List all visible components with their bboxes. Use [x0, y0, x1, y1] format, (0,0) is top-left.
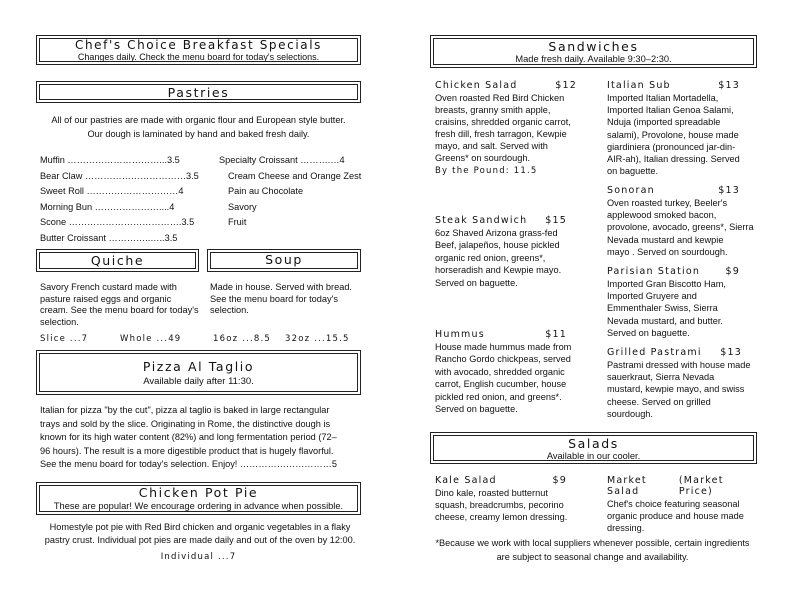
- pizza-title: Pizza Al Taglio: [142, 359, 255, 374]
- pastries-intro-line-1: All of our pastries are made with organic flour and European style butter.: [51, 115, 346, 125]
- pastries-intro: [36, 113, 361, 141]
- item-name: Chicken Salad: [435, 80, 518, 91]
- pot-pie-title: Chicken Pot Pie: [138, 485, 259, 500]
- pastry-item: Bear Claw ……………………………3.5: [40, 170, 199, 181]
- soup-header-box: [207, 249, 361, 272]
- salads-header-box: [430, 432, 757, 464]
- pastry-list-right: [219, 153, 364, 231]
- pot-pie-header-box: [36, 482, 361, 515]
- item-price: $13: [718, 80, 740, 91]
- item-name: Sonoran: [607, 185, 655, 196]
- item-price: $12: [555, 80, 577, 91]
- pizza-price: 5: [331, 459, 337, 470]
- pizza-description: Italian for pizza "by the cut", pizza al taglio is baked in large rectangular trays and sold by the slice. Originating in Rome, the distinctive dough is known for its high water content (82%) and long fermentation period (72– 96 hours). The result is a more digestible product that is hugely flavorful. See the menu board for today's selection. Enjoy! …………………………5: [40, 404, 370, 472]
- footnote: *Because we work with local suppliers whenever possible, certain ingredients are subject to seasonal change and availability.: [435, 538, 750, 562]
- item-price: $13: [718, 185, 740, 196]
- by-the-pound: By the Pound: 11.5: [435, 166, 538, 176]
- pastries-intro-line-2: Our dough is laminated by hand and baked fresh daily.: [87, 129, 310, 139]
- sandwiches-subtitle: Made fresh daily. Available 9:30–2:30.: [515, 54, 672, 64]
- item-name: Grilled Pastrami: [607, 347, 702, 358]
- item-price: $15: [545, 215, 567, 226]
- item-price: $9: [552, 475, 567, 486]
- specialty-option: Savory: [228, 201, 257, 212]
- chefs-choice-title: Chef's Choice Breakfast Specials: [74, 38, 323, 52]
- pastry-item: Morning Bun …………………....4: [40, 201, 175, 212]
- pastries-header-box: [36, 81, 361, 103]
- sandwiches-title: Sandwiches: [548, 39, 639, 54]
- item-price: $9: [725, 266, 740, 277]
- quiche-whole-price: Whole ...49: [120, 334, 182, 344]
- pot-pie-description: Homestyle pot pie with Red Bird chicken and organic vegetables in a flaky pastry crust. Individual pot pies are made daily and out of the oven by 12:00.: [44, 522, 356, 545]
- menu-item-parisian-station: Parisian Station $9 Imported Gran Biscotto Ham, Imported Gruyere and Emmenthaler Swiss, Sierra Nevada mustard, and butter. Served on baguette.: [607, 266, 740, 338]
- menu-item-sonoran: Sonoran $13 Oven roasted turkey, Beeler's applewood smoked bacon, provolone, avocado, greens*, Sierra Nevada mustard and kewpie mayo . Served on sourdough.: [607, 185, 754, 257]
- item-name: Hummus: [435, 329, 485, 340]
- item-price: $13: [720, 347, 742, 358]
- item-name: Kale Salad: [435, 475, 497, 486]
- soup-description: Made in house. Served with bread. See the menu board for today's selection.: [210, 282, 352, 315]
- menu-item-market-salad: Market Salad (Market Price) Chef's choice featuring seasonal organic produce and house made dressing.: [607, 475, 757, 535]
- item-name: Parisian Station: [607, 266, 701, 277]
- quiche-title: Quiche: [90, 253, 145, 268]
- soup-16oz-price: 16oz ...8.5: [213, 334, 272, 344]
- chefs-choice-subtitle: Changes daily. Check the menu board for today's selections.: [77, 52, 320, 62]
- pastry-list-left: [40, 153, 200, 246]
- item-name: Italian Sub: [607, 80, 671, 91]
- salads-subtitle: Available in our cooler.: [546, 451, 641, 461]
- menu-item-chicken-salad: Chicken Salad $12 Oven roasted Red Bird Chicken breasts, granny smith apple, craisins, shredded organic carrot, fresh dill, fresh tarragon, Kewpie mayo, and salt. Served with Greens* on sourdough. By the Pound: 11.5: [435, 80, 577, 176]
- pizza-subtitle: Available daily after 11:30.: [143, 376, 254, 387]
- quiche-description: Savory French custard made with pasture raised eggs and organic cream. See the menu board for today's selection.: [40, 282, 199, 327]
- pastry-item: Butter Croissant …………..…..3.5: [40, 232, 178, 243]
- menu-item-grilled-pastrami: Grilled Pastrami $13 Pastrami dressed with house made sauerkraut, Sierra Nevada mustard, kewpie mayo, and swiss cheese. Served on grilled sourdough.: [607, 347, 751, 419]
- item-name: Market Salad: [607, 475, 647, 497]
- salads-title: Salads: [568, 436, 619, 451]
- pastries-title: Pastries: [167, 85, 230, 100]
- menu-item-kale-salad: Kale Salad $9 Dino kale, roasted butternut squash, breadcrumbs, pecorino cheese, creamy lemon dressing.: [435, 475, 568, 523]
- chefs-choice-header-box: [36, 35, 361, 65]
- sandwiches-header-box: [430, 35, 757, 68]
- menu-item-steak-sandwich: Steak Sandwich $15 6oz Shaved Arizona grass-fed Beef, jalapeños, house pickled organic red onion, greens*, horseradish and Kewpie mayo. Served on baguette.: [435, 215, 567, 288]
- soup-title: Soup: [265, 252, 303, 267]
- pizza-price-line: See the menu board for today's selection. Enjoy! …………………………5: [40, 459, 337, 470]
- pot-pie-subtitle: These are popular! We encourage ordering in advance when possible.: [53, 501, 344, 511]
- menu-item-hummus: Hummus $11 House made hummus made from Rancho Gordo chickpeas, served with avocado, shredded organic carrot, English cucumber, house pickled red onion, and greens*. Served on baguette.: [435, 329, 572, 415]
- quiche-slice-price: Slice ...7: [40, 334, 89, 344]
- item-price: $11: [545, 329, 567, 340]
- pizza-header-box: [36, 350, 361, 395]
- specialty-option: Cream Cheese and Orange Zest: [228, 170, 362, 181]
- pot-pie-individual-price: Individual ...7: [160, 552, 237, 562]
- pastry-item: Sweet Roll …………………………4: [40, 186, 184, 196]
- pastry-item: Scone ……………………………….3.5: [40, 217, 195, 227]
- soup-32oz-price: 32oz ...15.5: [285, 334, 350, 344]
- item-price: (Market Price): [678, 475, 724, 497]
- pastry-item: Muffin …………………………...3.5: [40, 155, 180, 165]
- specialty-croissant-item: Specialty Croissant ……….…4: [219, 155, 345, 165]
- specialty-option: Fruit: [228, 217, 247, 227]
- item-name: Steak Sandwich: [435, 215, 528, 226]
- menu-item-italian-sub: Italian Sub $13 Imported Italian Mortadella, Imported Italian Genoa Salami, Nduja (imported spreadable salami), Provolone, house made giardiniera (pronounced jar-din- AIR-ah), Italian dressing. Served on baguette.: [607, 80, 740, 177]
- quiche-header-box: [36, 249, 199, 272]
- specialty-option: Pain au Chocolate: [228, 186, 304, 196]
